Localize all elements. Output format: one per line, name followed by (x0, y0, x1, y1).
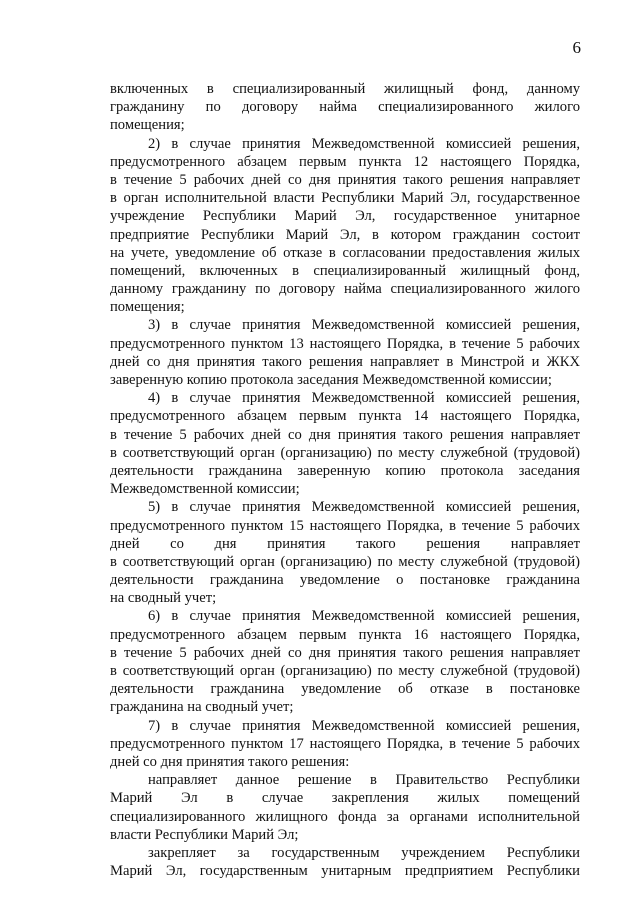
text-line: помещения; (110, 299, 185, 316)
text-line: учреждение Республики Марий Эл, государственное унитарное (110, 208, 580, 225)
text-line: предусмотренного пунктом 15 настоящего Порядка, в течение 5 рабочих (110, 517, 580, 534)
text-line: в орган исполнительной власти Республики Марий Эл, государственное (110, 190, 580, 207)
text-line: Марий Эл в случае закрепления жилых помещений (110, 790, 580, 807)
text-line: дней со дня принятия такого решения направляет (110, 535, 580, 552)
text-line: Межведомственной комиссии; (110, 481, 300, 498)
text-line: предусмотренного абзацем первым пункта 14 настоящего Порядка, (110, 408, 580, 425)
text-line: Марий Эл, государственным унитарным предприятием Республики (110, 863, 580, 880)
text-line: предусмотренного пунктом 17 настоящего Порядка, в течение 5 рабочих (110, 735, 580, 752)
text-line: деятельности гражданина заверенную копию протокола заседания (110, 462, 580, 479)
text-line: данному гражданину по договору найма специализированного жилого (110, 281, 580, 298)
text-line: предприятие Республики Марий Эл, в котором гражданин состоит (110, 226, 580, 243)
text-line: в соответствующий орган (организацию) по месту служебной (трудовой) (110, 444, 580, 461)
text-line: 2) в случае принятия Межведомственной комиссией решения, (148, 135, 580, 152)
text-line: власти Республики Марий Эл; (110, 826, 299, 843)
text-line: в течение 5 рабочих дней со дня принятия такого решения направляет (110, 426, 580, 443)
text-line: предусмотренного пунктом 13 настоящего Порядка, в течение 5 рабочих (110, 335, 580, 352)
text-line: направляет данное решение в Правительство Республики (148, 772, 580, 789)
page-number: 6 (572, 38, 581, 57)
text-line: в течение 5 рабочих дней со дня принятия такого решения направляет (110, 644, 580, 661)
text-line: деятельности гражданина уведомление о постановке гражданина (110, 572, 580, 589)
text-line: дней со дня принятия такого решения: (110, 753, 350, 770)
text-line: помещения; (110, 117, 185, 134)
text-line: гражданина на сводный учет; (110, 699, 294, 716)
text-line: 6) в случае принятия Межведомственной комиссией решения, (148, 608, 580, 625)
text-line: в течение 5 рабочих дней со дня принятия такого решения направляет (110, 171, 580, 188)
text-line: на учете, уведомление об отказе в согласовании предоставления жилых (110, 244, 580, 261)
text-line: включенных в специализированный жилищный фонд, данному (110, 81, 580, 97)
text-line: дней со дня принятия такого решения направляет в Минстрой и ЖКХ (110, 353, 580, 370)
text-line: заверенную копию протокола заседания Межведомственной комиссии; (110, 372, 552, 388)
text-line: в соответствующий орган (организацию) по месту служебной (трудовой) (110, 663, 580, 679)
text-line: помещений, включенных в специализированный жилищный фонд, (110, 262, 580, 279)
text-line: 4) в случае принятия Межведомственной комиссией решения, (148, 390, 580, 407)
text-line: в соответствующий орган (организацию) по месту служебной (трудовой) (110, 553, 580, 570)
text-line: предусмотренного абзацем первым пункта 12 настоящего Порядка, (110, 153, 580, 170)
text-line: 7) в случае принятия Межведомственной комиссией решения, (148, 717, 580, 734)
document-body (110, 80, 580, 880)
text-line: предусмотренного абзацем первым пункта 16 настоящего Порядка, (110, 626, 580, 643)
text-line: на сводный учет; (110, 590, 217, 607)
text-line: специализированного жилищного фонда за органами исполнительной (110, 808, 580, 825)
text-line: деятельности гражданина уведомление об отказе в постановке (110, 681, 580, 698)
text-line: 5) в случае принятия Межведомственной комиссией решения, (148, 499, 580, 516)
text-line: 3) в случае принятия Межведомственной комиссией решения, (148, 317, 580, 334)
text-line: закрепляет за государственным учреждением Республики (148, 844, 580, 861)
text-line: гражданину по договору найма специализированного жилого (110, 99, 580, 116)
